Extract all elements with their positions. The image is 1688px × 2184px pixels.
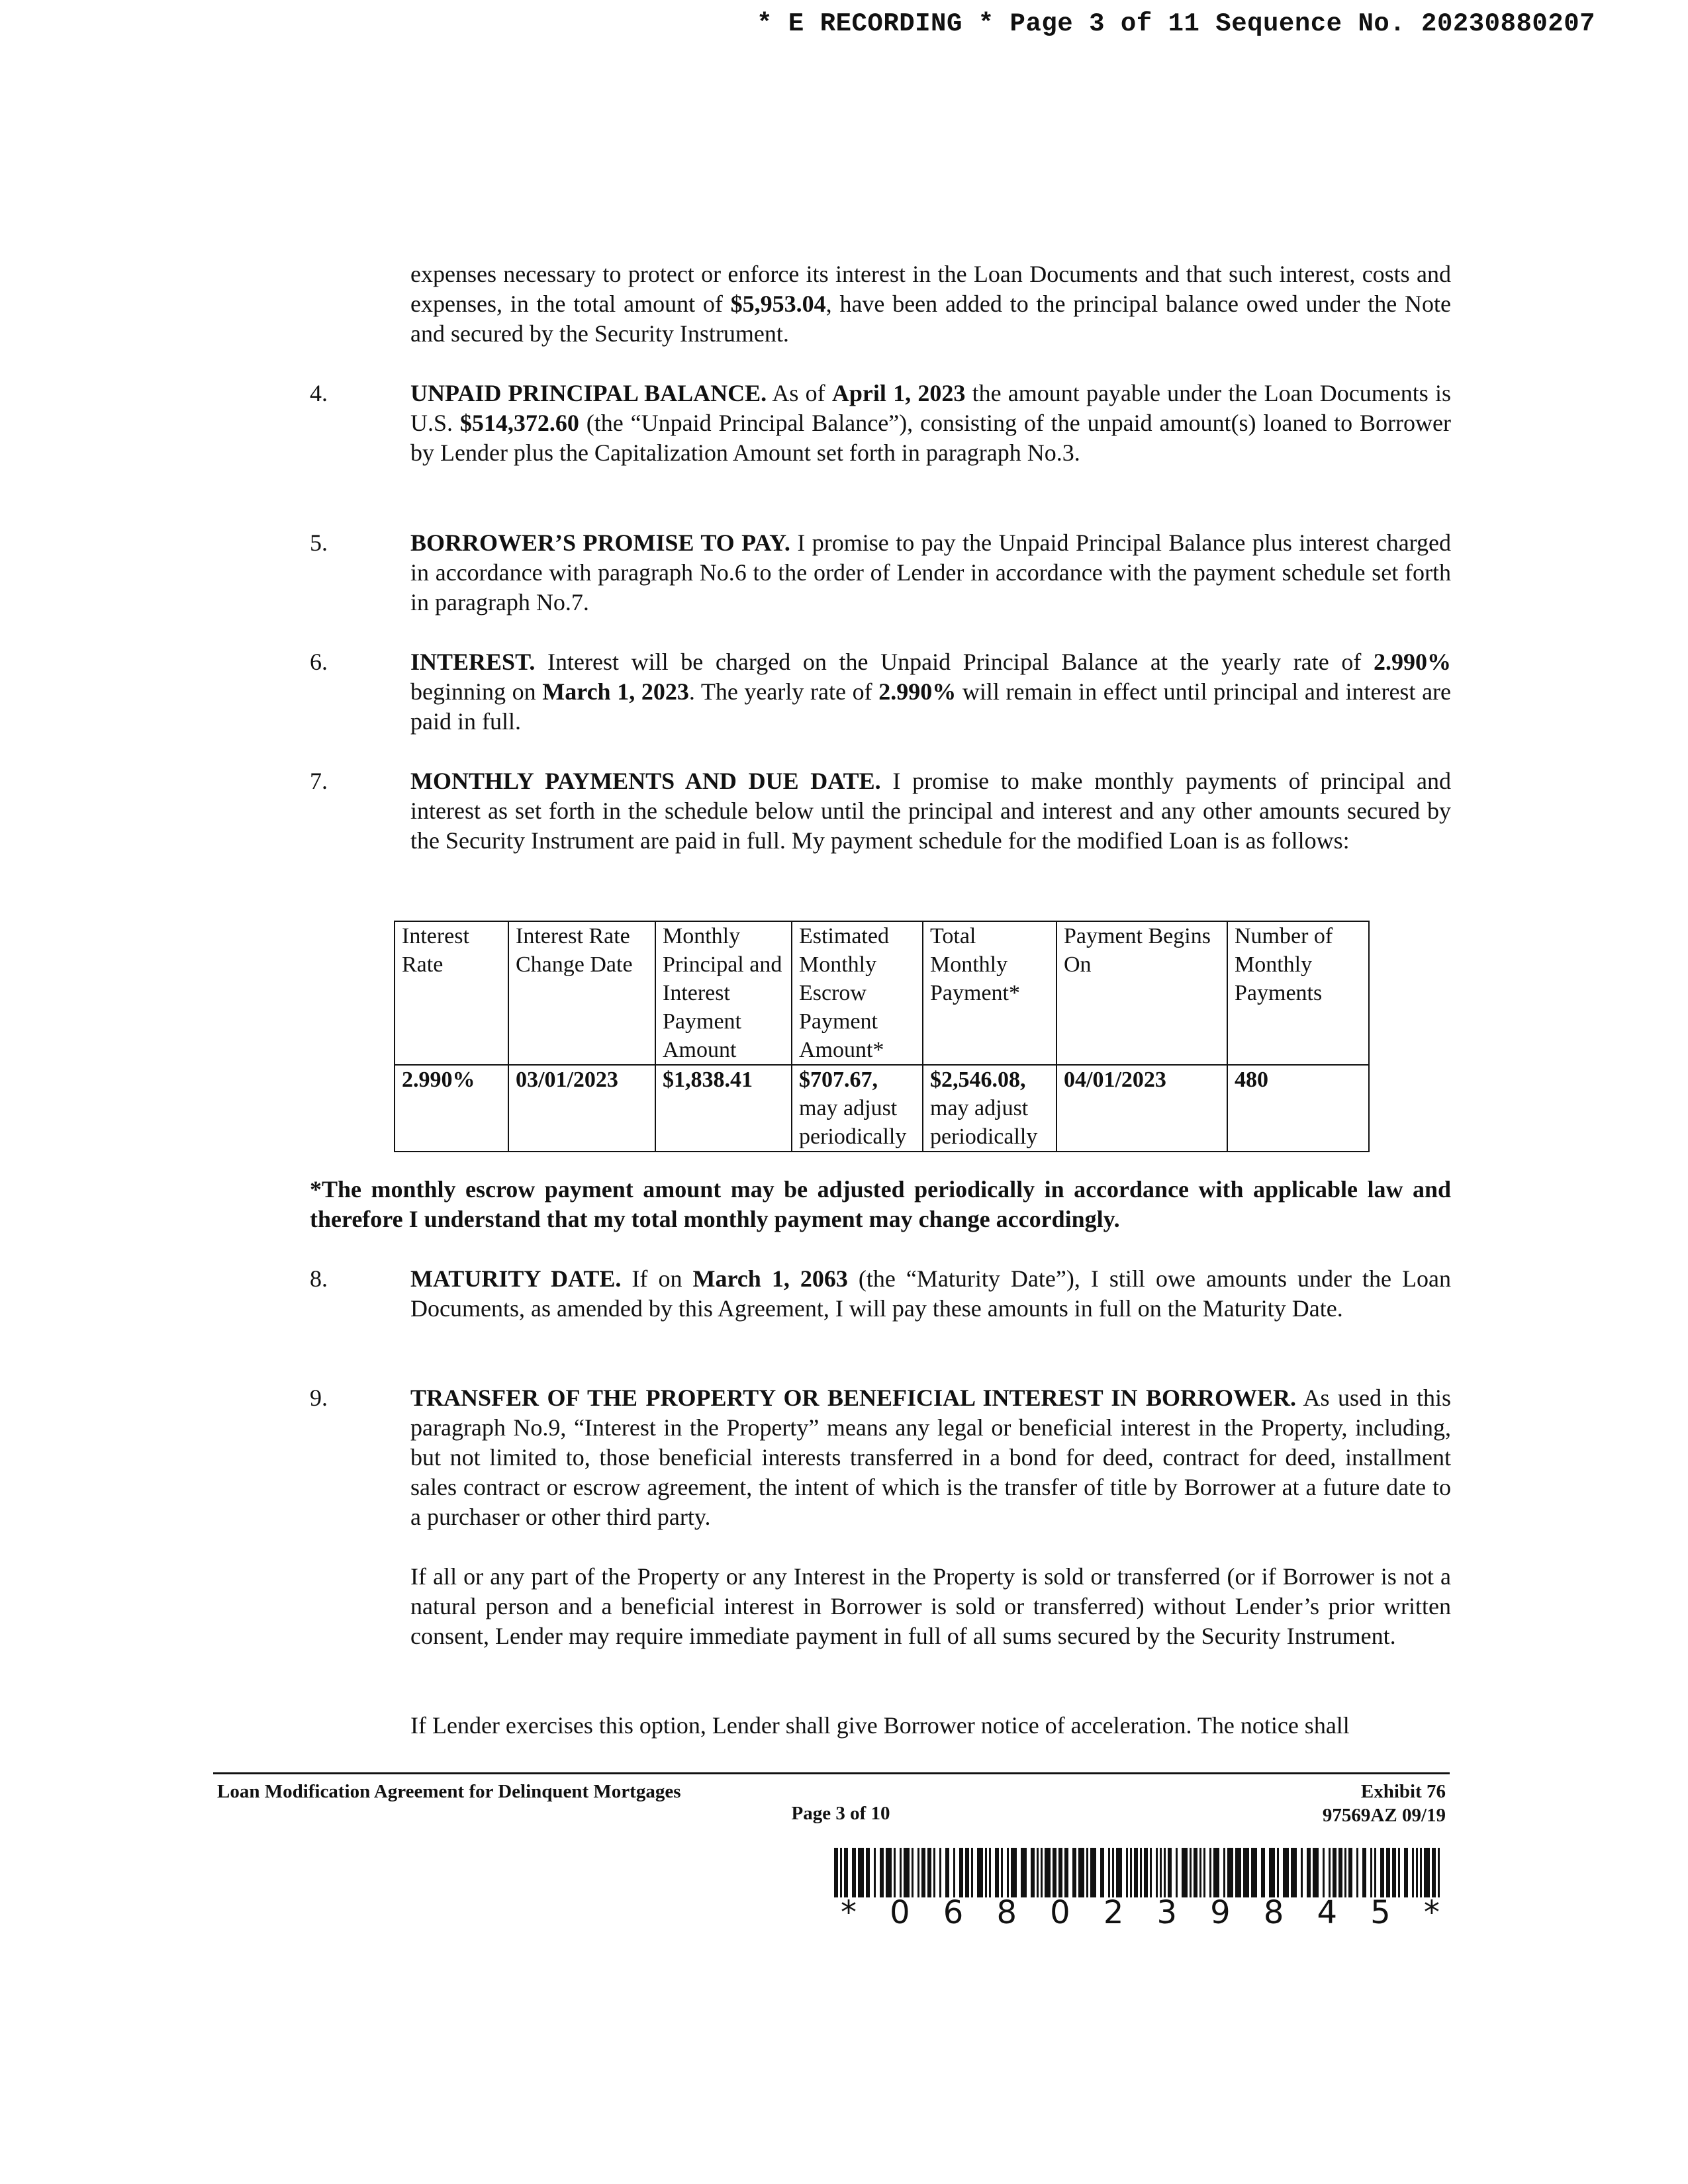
cell-escrow-payment: $707.67, may adjust periodically	[792, 1065, 923, 1152]
barcode-bar	[874, 1848, 876, 1897]
barcode-char: 2	[1103, 1894, 1124, 1931]
barcode-bar	[1164, 1848, 1166, 1897]
barcode-bar	[1307, 1848, 1311, 1897]
barcode-bar	[1404, 1848, 1408, 1897]
barcode-bar	[989, 1848, 991, 1897]
barcode-bar	[1370, 1848, 1372, 1897]
barcode-bar	[959, 1848, 963, 1897]
barcode-bar	[1392, 1848, 1396, 1897]
footer-divider	[213, 1772, 1450, 1774]
barcode-bar	[945, 1848, 949, 1897]
barcode-bar	[995, 1848, 999, 1897]
paragraph-number: 5.	[310, 529, 328, 556]
barcode-bar	[1064, 1848, 1068, 1897]
barcode-char: 3	[1156, 1894, 1178, 1931]
barcode-bar	[1438, 1848, 1440, 1897]
barcode-digits	[841, 1894, 1440, 1931]
barcode-char: *	[841, 1894, 857, 1931]
barcode-bar	[1362, 1848, 1366, 1897]
paragraph-7: 7. MONTHLY PAYMENTS AND DUE DATE. I promise to make monthly payments of principal and interest as set forth in the schedule below until the principal and interest and any other amounts secured by the Security Instrument are paid in full. My payment schedule for the modified Loan is as follows:	[310, 768, 1451, 854]
paragraph-heading: TRANSFER OF THE PROPERTY OR BENEFICIAL INTEREST IN BORROWER.	[410, 1385, 1296, 1411]
cell-change-date: 03/01/2023	[508, 1065, 655, 1152]
continued-paragraph: expenses necessary to protect or enforce its interest in the Loan Documents and that such interest, costs and expenses, in the total amount of $5,953.04, have been added to the principal balance owed under the Note and secured by the Security Instrument.	[410, 261, 1451, 347]
barcode-bar	[1116, 1848, 1122, 1897]
barcode-bar	[1168, 1848, 1172, 1897]
paragraph-heading: MATURITY DATE.	[410, 1265, 622, 1292]
paragraph-number: 7.	[310, 768, 328, 794]
barcode-bar	[880, 1848, 884, 1897]
barcode-bar	[1130, 1848, 1132, 1897]
barcode-bar	[1235, 1848, 1241, 1897]
paragraph-8: 8. MATURITY DATE. If on March 1, 2063 (the “Maturity Date”), I still owe amounts under the Loan Documents, as amended by this Agreement, I will pay these amounts in full on the Maturity Date.	[310, 1265, 1451, 1322]
barcode-bar	[985, 1848, 987, 1897]
barcode-bar	[1223, 1848, 1225, 1897]
barcode	[834, 1848, 1446, 1897]
barcode-bar	[886, 1848, 892, 1897]
barcode-bar	[1261, 1848, 1265, 1897]
barcode-char: 0	[890, 1894, 910, 1931]
paragraph-heading: INTEREST.	[410, 649, 536, 675]
barcode-bar	[1203, 1848, 1205, 1897]
barcode-bar	[1356, 1848, 1358, 1897]
barcode-bar	[1277, 1848, 1279, 1897]
header-num-payments: Number of Monthly Payments	[1227, 921, 1369, 1065]
barcode-bar	[1086, 1848, 1088, 1897]
barcode-bar	[1108, 1848, 1110, 1897]
barcode-bar	[1045, 1848, 1051, 1897]
barcode-bar	[933, 1848, 935, 1897]
barcode-bar	[1416, 1848, 1418, 1897]
barcode-bar	[971, 1848, 973, 1897]
footer-form-code: 97569AZ 09/19	[1322, 1805, 1446, 1826]
barcode-bar	[1251, 1848, 1257, 1897]
table-header-row	[395, 921, 1369, 1065]
barcode-bar	[1134, 1848, 1138, 1897]
barcode-bar	[1190, 1848, 1192, 1897]
footer-form-title: Loan Modification Agreement for Delinquent Mortgages	[217, 1781, 681, 1802]
capitalized-amount: $5,953.04	[730, 291, 826, 317]
barcode-bar	[894, 1848, 896, 1897]
barcode-bar	[840, 1848, 842, 1897]
barcode-bar	[834, 1848, 838, 1897]
barcode-bar	[1031, 1848, 1035, 1897]
paragraph-5: 5. BORROWER’S PROMISE TO PAY. I promise to pay the Unpaid Principal Balance plus interest charged in accordance with paragraph No.6 to the order of Lender in accordance with the payment schedule set forth in paragraph No.7.	[310, 529, 1451, 615]
footer-exhibit-number: Exhibit 76	[1360, 1781, 1446, 1802]
barcode-bar	[912, 1848, 914, 1897]
cell-begins-on: 04/01/2023	[1056, 1065, 1227, 1152]
barcode-bar	[1420, 1848, 1422, 1897]
barcode-bar	[1041, 1848, 1043, 1897]
barcode-bar	[1313, 1848, 1319, 1897]
barcode-bar	[977, 1848, 983, 1897]
barcode-bar	[1058, 1848, 1062, 1897]
barcode-bar	[927, 1848, 931, 1897]
barcode-bar	[1144, 1848, 1148, 1897]
header-total-payment: Total Monthly Payment*	[923, 921, 1056, 1065]
barcode-bar	[1338, 1848, 1342, 1897]
barcode-bar	[1243, 1848, 1249, 1897]
barcode-bar	[1011, 1848, 1017, 1897]
barcode-bar	[1037, 1848, 1039, 1897]
paragraph-heading: BORROWER’S PROMISE TO PAY.	[410, 529, 790, 556]
barcode-bar	[1227, 1848, 1233, 1897]
paragraph-9: 9. TRANSFER OF THE PROPERTY OR BENEFICIAL INTEREST IN BORROWER. As used in this paragraph No.9, “Interest in the Property” means any legal or beneficial interest in the Property, including, but not limited to, those beneficial interests transferred in a bond for deed, contract for deed, installment sales contract or escrow agreement, the intent of which is the transfer of title by Borrower at a future date to a purchaser or other third party.	[310, 1385, 1451, 1530]
barcode-bar	[1112, 1848, 1114, 1897]
barcode-bar	[939, 1848, 941, 1897]
barcode-bar	[1432, 1848, 1436, 1897]
barcode-bar	[1329, 1848, 1331, 1897]
cell-pi-payment: $1,838.41	[655, 1065, 792, 1152]
paragraph-4: 4. UNPAID PRINCIPAL BALANCE. As of April 1, 2023 the amount payable under the Loan Documents is U.S. $514,372.60 (the “Unpaid Principal Balance”), consisting of the unpaid amount(s) loaned to Borrower by Lender plus the Capitalization Amount set forth in paragraph No.3.	[310, 380, 1451, 466]
barcode-bar	[1209, 1848, 1211, 1897]
barcode-bar	[1150, 1848, 1152, 1897]
barcode-bar	[1078, 1848, 1084, 1897]
barcode-bar	[1374, 1848, 1376, 1897]
barcode-bar	[1398, 1848, 1400, 1897]
barcode-bar	[1348, 1848, 1352, 1897]
barcode-bar	[1072, 1848, 1076, 1897]
barcode-bar	[1126, 1848, 1128, 1897]
paragraph-number: 4.	[310, 380, 328, 406]
header-pi-payment: Monthly Principal and Interest Payment Amount	[655, 921, 792, 1065]
cell-interest-rate: 2.990%	[395, 1065, 508, 1152]
barcode-char: 8	[1263, 1894, 1284, 1931]
barcode-bar	[1380, 1848, 1384, 1897]
barcode-bar	[965, 1848, 969, 1897]
barcode-bar	[917, 1848, 919, 1897]
barcode-bar	[1156, 1848, 1158, 1897]
paragraph-heading: MONTHLY PAYMENTS AND DUE DATE.	[410, 768, 881, 794]
barcode-bar	[1412, 1848, 1414, 1897]
barcode-bar	[858, 1848, 864, 1897]
barcode-bar	[1269, 1848, 1275, 1897]
barcode-bar	[1194, 1848, 1197, 1897]
barcode-bar	[953, 1848, 955, 1897]
barcode-char: 5	[1370, 1894, 1391, 1931]
barcode-bar	[1053, 1848, 1056, 1897]
recording-header: * E RECORDING * Page 3 of 11 Sequence No. 20230880207	[757, 9, 1595, 38]
barcode-char: 4	[1317, 1894, 1338, 1931]
barcode-char: 6	[943, 1894, 964, 1931]
barcode-bar	[904, 1848, 910, 1897]
barcode-bar	[1213, 1848, 1219, 1897]
barcode-char: 8	[996, 1894, 1017, 1931]
barcode-bar	[1021, 1848, 1027, 1897]
barcode-bar	[1323, 1848, 1325, 1897]
escrow-notice: *The monthly escrow payment amount may be adjusted periodically in accordance with applicable law and therefore I understand that my total monthly payment may change accordingly.	[310, 1176, 1451, 1232]
barcode-bar	[1176, 1848, 1178, 1897]
paragraph-6: 6. INTEREST. Interest will be charged on the Unpaid Principal Balance at the yearly rate of 2.990% beginning on March 1, 2023. The yearly rate of 2.990% will remain in effect until principal and interest are paid in full.	[310, 649, 1452, 735]
barcode-bar	[1100, 1848, 1104, 1897]
barcode-bar	[1333, 1848, 1336, 1897]
barcode-bar	[1301, 1848, 1303, 1897]
barcode-bar	[1160, 1848, 1162, 1897]
barcode-bar	[1182, 1848, 1188, 1897]
barcode-bar	[1140, 1848, 1142, 1897]
barcode-bar	[1283, 1848, 1289, 1897]
paragraph-heading: UNPAID PRINCIPAL BALANCE.	[410, 380, 767, 406]
payment-schedule-table	[394, 921, 1370, 1152]
header-interest-rate: Interest Rate	[395, 921, 508, 1065]
barcode-bar	[1291, 1848, 1297, 1897]
barcode-char: *	[1423, 1894, 1440, 1931]
barcode-bar	[1001, 1848, 1003, 1897]
barcode-bar	[921, 1848, 925, 1897]
paragraph-9-sub-2: If Lender exercises this option, Lender shall give Borrower notice of acceleration. The notice shall	[410, 1712, 1350, 1739]
barcode-bar	[1424, 1848, 1430, 1897]
barcode-bar	[852, 1848, 856, 1897]
cell-num-payments: 480	[1227, 1065, 1369, 1152]
paragraph-9-sub-1: If all or any part of the Property or any Interest in the Property is sold or transferred (or if Borrower is not a natural person and a beneficial interest in Borrower is sold or transferred) without Lender’s prior written consent, Lender may require immediate payment in full of all sums secured by the Security Instrument.	[410, 1563, 1451, 1649]
table-row	[395, 1065, 1369, 1152]
barcode-char: 9	[1210, 1894, 1231, 1931]
header-begins-on: Payment Begins On	[1056, 921, 1227, 1065]
barcode-bar	[1344, 1848, 1346, 1897]
barcode-bar	[844, 1848, 848, 1897]
paragraph-number: 6.	[310, 649, 328, 675]
footer-exhibit	[1185, 1780, 1446, 1827]
barcode-bars	[834, 1848, 1446, 1897]
paragraph-number: 8.	[310, 1265, 328, 1292]
paragraph-number: 9.	[310, 1385, 328, 1411]
barcode-bar	[900, 1848, 902, 1897]
cell-total-payment: $2,546.08, may adjust periodically	[923, 1065, 1056, 1152]
barcode-bar	[866, 1848, 870, 1897]
barcode-char: 0	[1050, 1894, 1070, 1931]
barcode-bar	[1386, 1848, 1390, 1897]
barcode-bar	[1090, 1848, 1096, 1897]
footer-page-number: Page 3 of 10	[791, 1803, 890, 1824]
barcode-bar	[1007, 1848, 1009, 1897]
header-change-date: Interest Rate Change Date	[508, 921, 655, 1065]
header-escrow-payment: Estimated Monthly Escrow Payment Amount*	[792, 921, 923, 1065]
barcode-bar	[1199, 1848, 1201, 1897]
